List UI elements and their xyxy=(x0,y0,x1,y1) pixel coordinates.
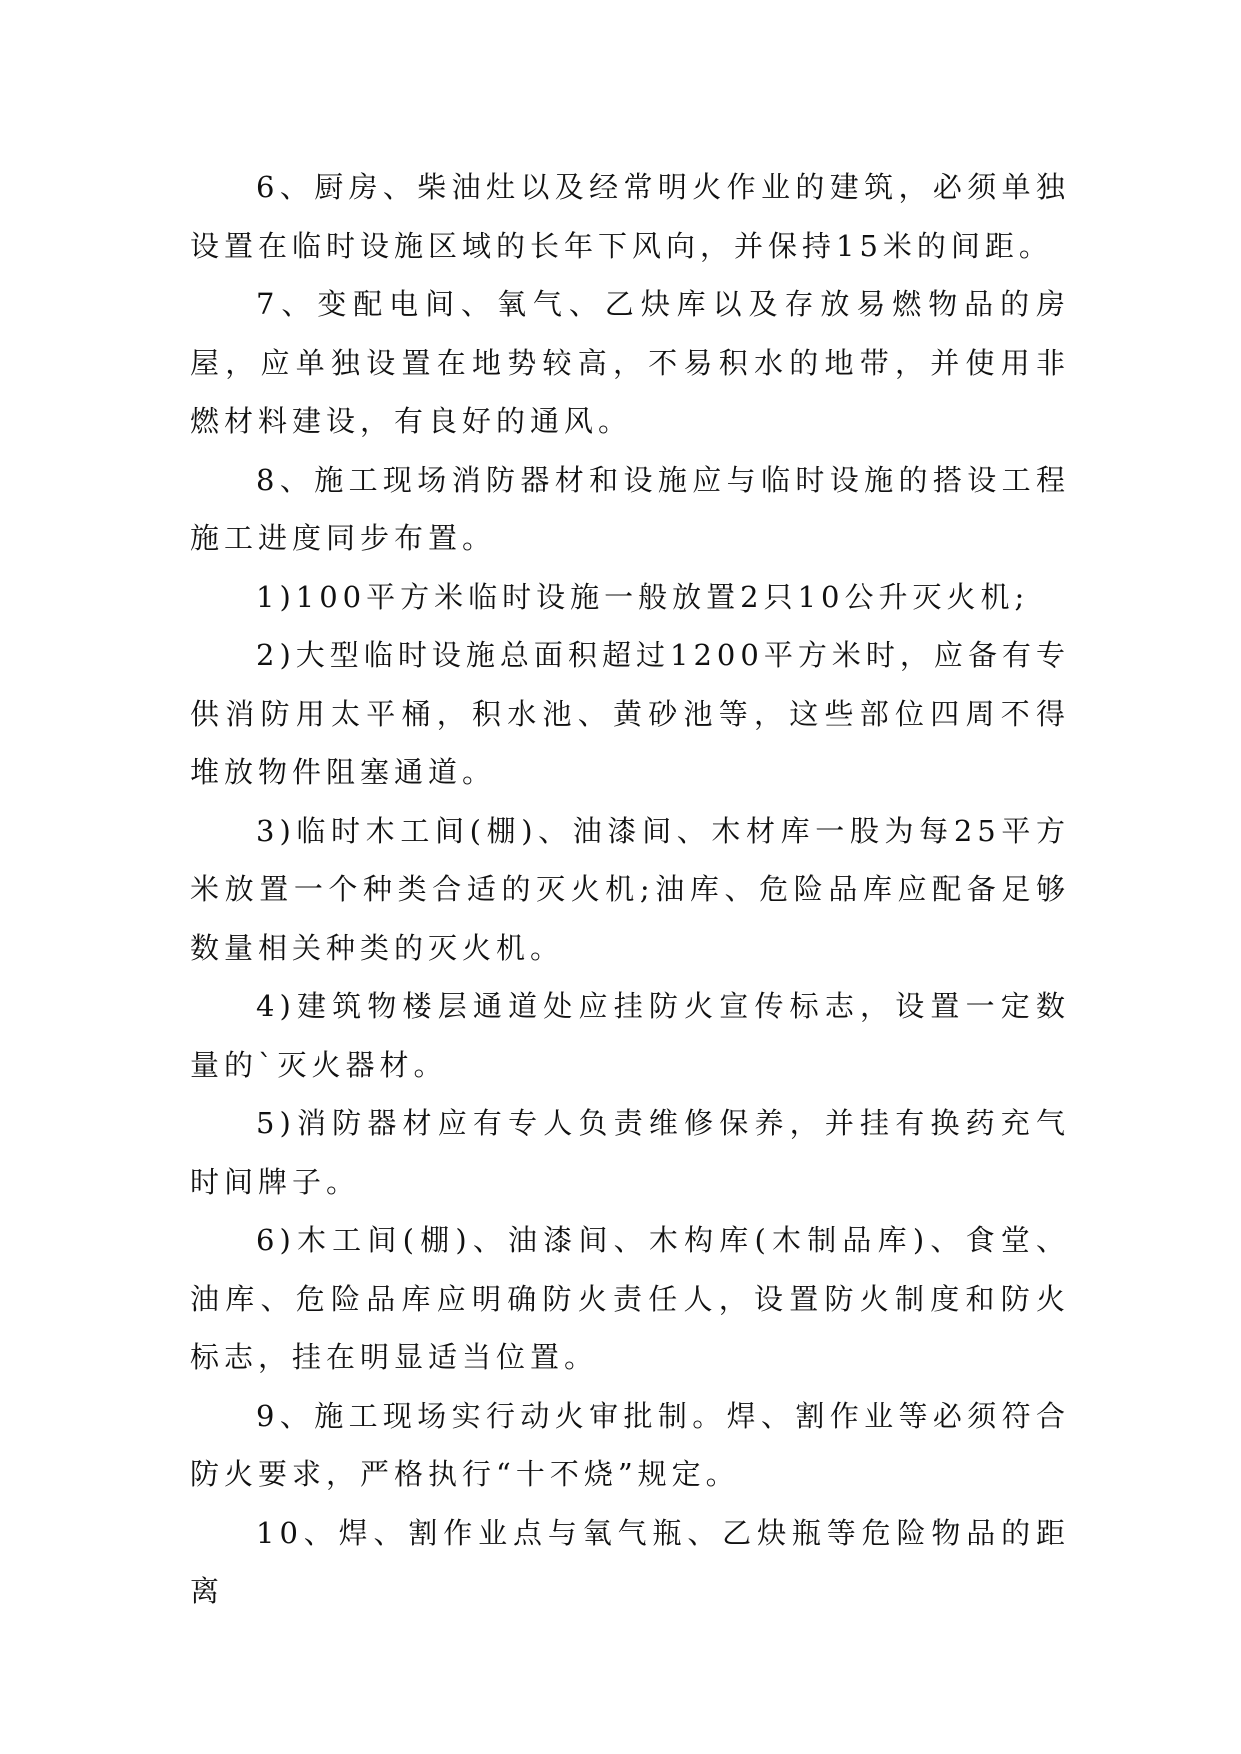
paragraph-6-kitchen: 6、厨房、柴油灶以及经常明火作业的建筑，必须单独设置在临时设施区域的长年下风向，并保持15米的间距。 xyxy=(190,170,1070,263)
paragraph-8-item-6: 6)木工间(棚)、油漆间、木构库(木制品库)、食堂、油库、危险品库应明确防火责任人，设置防火制度和防火标志，挂在明显适当位置。 xyxy=(190,1223,1070,1374)
paragraph-8-item-5: 5)消防器材应有专人负责维修保养，并挂有换药充气时间牌子。 xyxy=(190,1106,1070,1199)
paragraph-8-item-4: 4)建筑物楼层通道处应挂防火宣传标志，设置一定数量的`灭火器材。 xyxy=(190,989,1070,1082)
paragraph-8-item-3: 3)临时木工间(棚)、油漆间、木材库一股为每25平方米放置一个种类合适的灭火机;油库、危险品库应配备足够数量相关种类的灭火机。 xyxy=(190,813,1070,965)
paragraph-8-item-1: 1)100平方米临时设施一般放置2只10公升灭火机; xyxy=(256,579,1030,614)
document-body xyxy=(190,158,1070,1621)
paragraph-8-fire-equipment: 8、施工现场消防器材和设施应与临时设施的搭设工程施工进度同步布置。 xyxy=(190,462,1070,555)
paragraph-10-welding-distance: 10、焊、割作业点与氧气瓶、乙炔瓶等危险物品的距离 xyxy=(190,1515,1070,1608)
paragraph-9-hot-work: 9、施工现场实行动火审批制。焊、割作业等必须符合防火要求，严格执行“十不烧”规定。 xyxy=(190,1398,1070,1491)
paragraph-8-item-2: 2)大型临时设施总面积超过1200平方米时，应备有专供消防用太平桶，积水池、黄砂池等，这些部位四周不得堆放物件阻塞通道。 xyxy=(190,638,1070,789)
paragraph-7-substation: 7、变配电间、氧气、乙炔库以及存放易燃物品的房屋，应单独设置在地势较高，不易积水的地带，并使用非燃材料建设，有良好的通风。 xyxy=(190,287,1070,438)
